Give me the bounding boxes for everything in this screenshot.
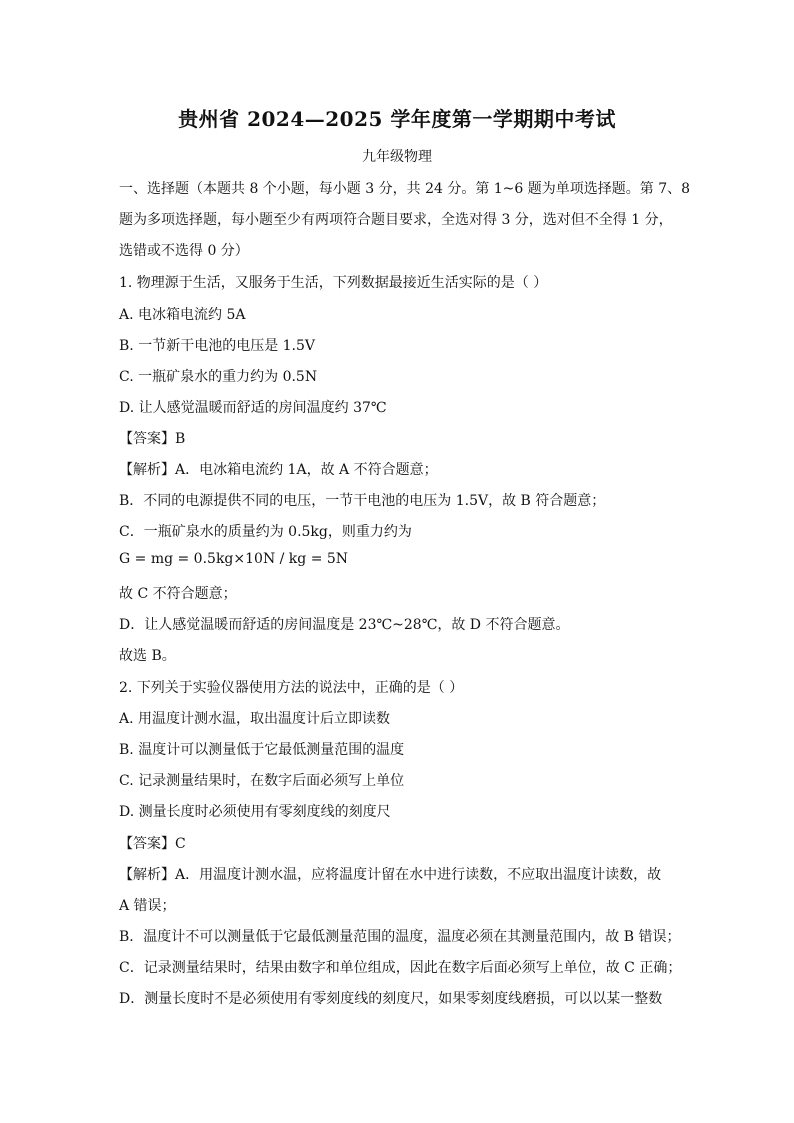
question-2-option-c: C. 记录测量结果时，在数字后面必须写上单位 [119, 773, 405, 789]
exam-subtitle: 九年级物理 [362, 149, 432, 165]
question-2-analysis-d: D．测量长度时不是必须使用有零刻度线的刻度尺，如果零刻度线磨损，可以以某一整数 [119, 991, 663, 1007]
question-2-analysis-c: C．记录测量结果时，结果由数字和单位组成，因此在数字后面必须写上单位，故 C 正确； [119, 960, 682, 976]
section-instructions-line-1: 一、选择题（本题共 8 个小题，每小题 3 分，共 24 分。第 1~6 题为单项选择题。第 7、8 [119, 181, 691, 197]
question-1-answer: 【答案】B [119, 431, 186, 447]
question-1-option-a: A. 电冰箱电流约 5A [119, 307, 246, 323]
section-instructions-line-3: 选错或不选得 0 分） [119, 243, 249, 259]
question-1-option-d: D. 让人感觉温暖而舒适的房间温度约 37℃ [119, 400, 387, 416]
question-2-analysis-a-continued: A 错误； [119, 898, 176, 914]
question-2-stem: 2. 下列关于实验仪器使用方法的说法中，正确的是（ ） [119, 680, 464, 696]
question-1-choice: 故选 B。 [119, 648, 176, 664]
question-2-option-a: A. 用温度计测水温，取出温度计后立即读数 [119, 711, 391, 727]
question-1-option-c: C. 一瓶矿泉水的重力约为 0.5N [119, 369, 318, 385]
exam-title: 贵州省 2024—2025 学年度第一学期期中考试 [178, 107, 616, 131]
question-1-analysis-c-conclusion: 故 C 不符合题意； [119, 586, 237, 602]
question-1-stem: 1. 物理源于生活，又服务于生活，下列数据最接近生活实际的是（ ） [119, 275, 548, 291]
question-1-analysis-b: B．不同的电源提供不同的电压，一节干电池的电压为 1.5V，故 B 符合题意； [119, 493, 606, 509]
question-1-option-b: B. 一节新干电池的电压是 1.5V [119, 338, 316, 354]
question-1-formula: G = mg = 0.5kg×10N / kg = 5N [119, 551, 349, 567]
section-instructions-line-2: 题为多项选择题，每小题至少有两项符合题目要求，全选对得 3 分，选对但不全得 1 分， [119, 212, 673, 228]
question-2-option-d: D. 测量长度时必须使用有零刻度线的刻度尺 [119, 804, 391, 820]
question-2-analysis-b: B．温度计不可以测量低于它最低测量范围的温度，温度必须在其测量范围内，故 B 错误； [119, 929, 681, 945]
question-1-analysis-c: C．一瓶矿泉水的质量约为 0.5kg，则重力约为 [119, 524, 412, 540]
question-1-analysis-d: D．让人感觉温暖而舒适的房间温度是 23℃~28℃，故 D 不符合题意。 [119, 617, 570, 633]
question-1-analysis-a: 【解析】A．电冰箱电流约 1A，故 A 不符合题意； [119, 462, 438, 478]
question-2-option-b: B. 温度计可以测量低于它最低测量范围的温度 [119, 742, 405, 758]
question-2-analysis-a: 【解析】A．用温度计测水温，应将温度计留在水中进行读数，不应取出温度计读数，故 [119, 867, 662, 883]
question-2-answer: 【答案】C [119, 836, 186, 852]
